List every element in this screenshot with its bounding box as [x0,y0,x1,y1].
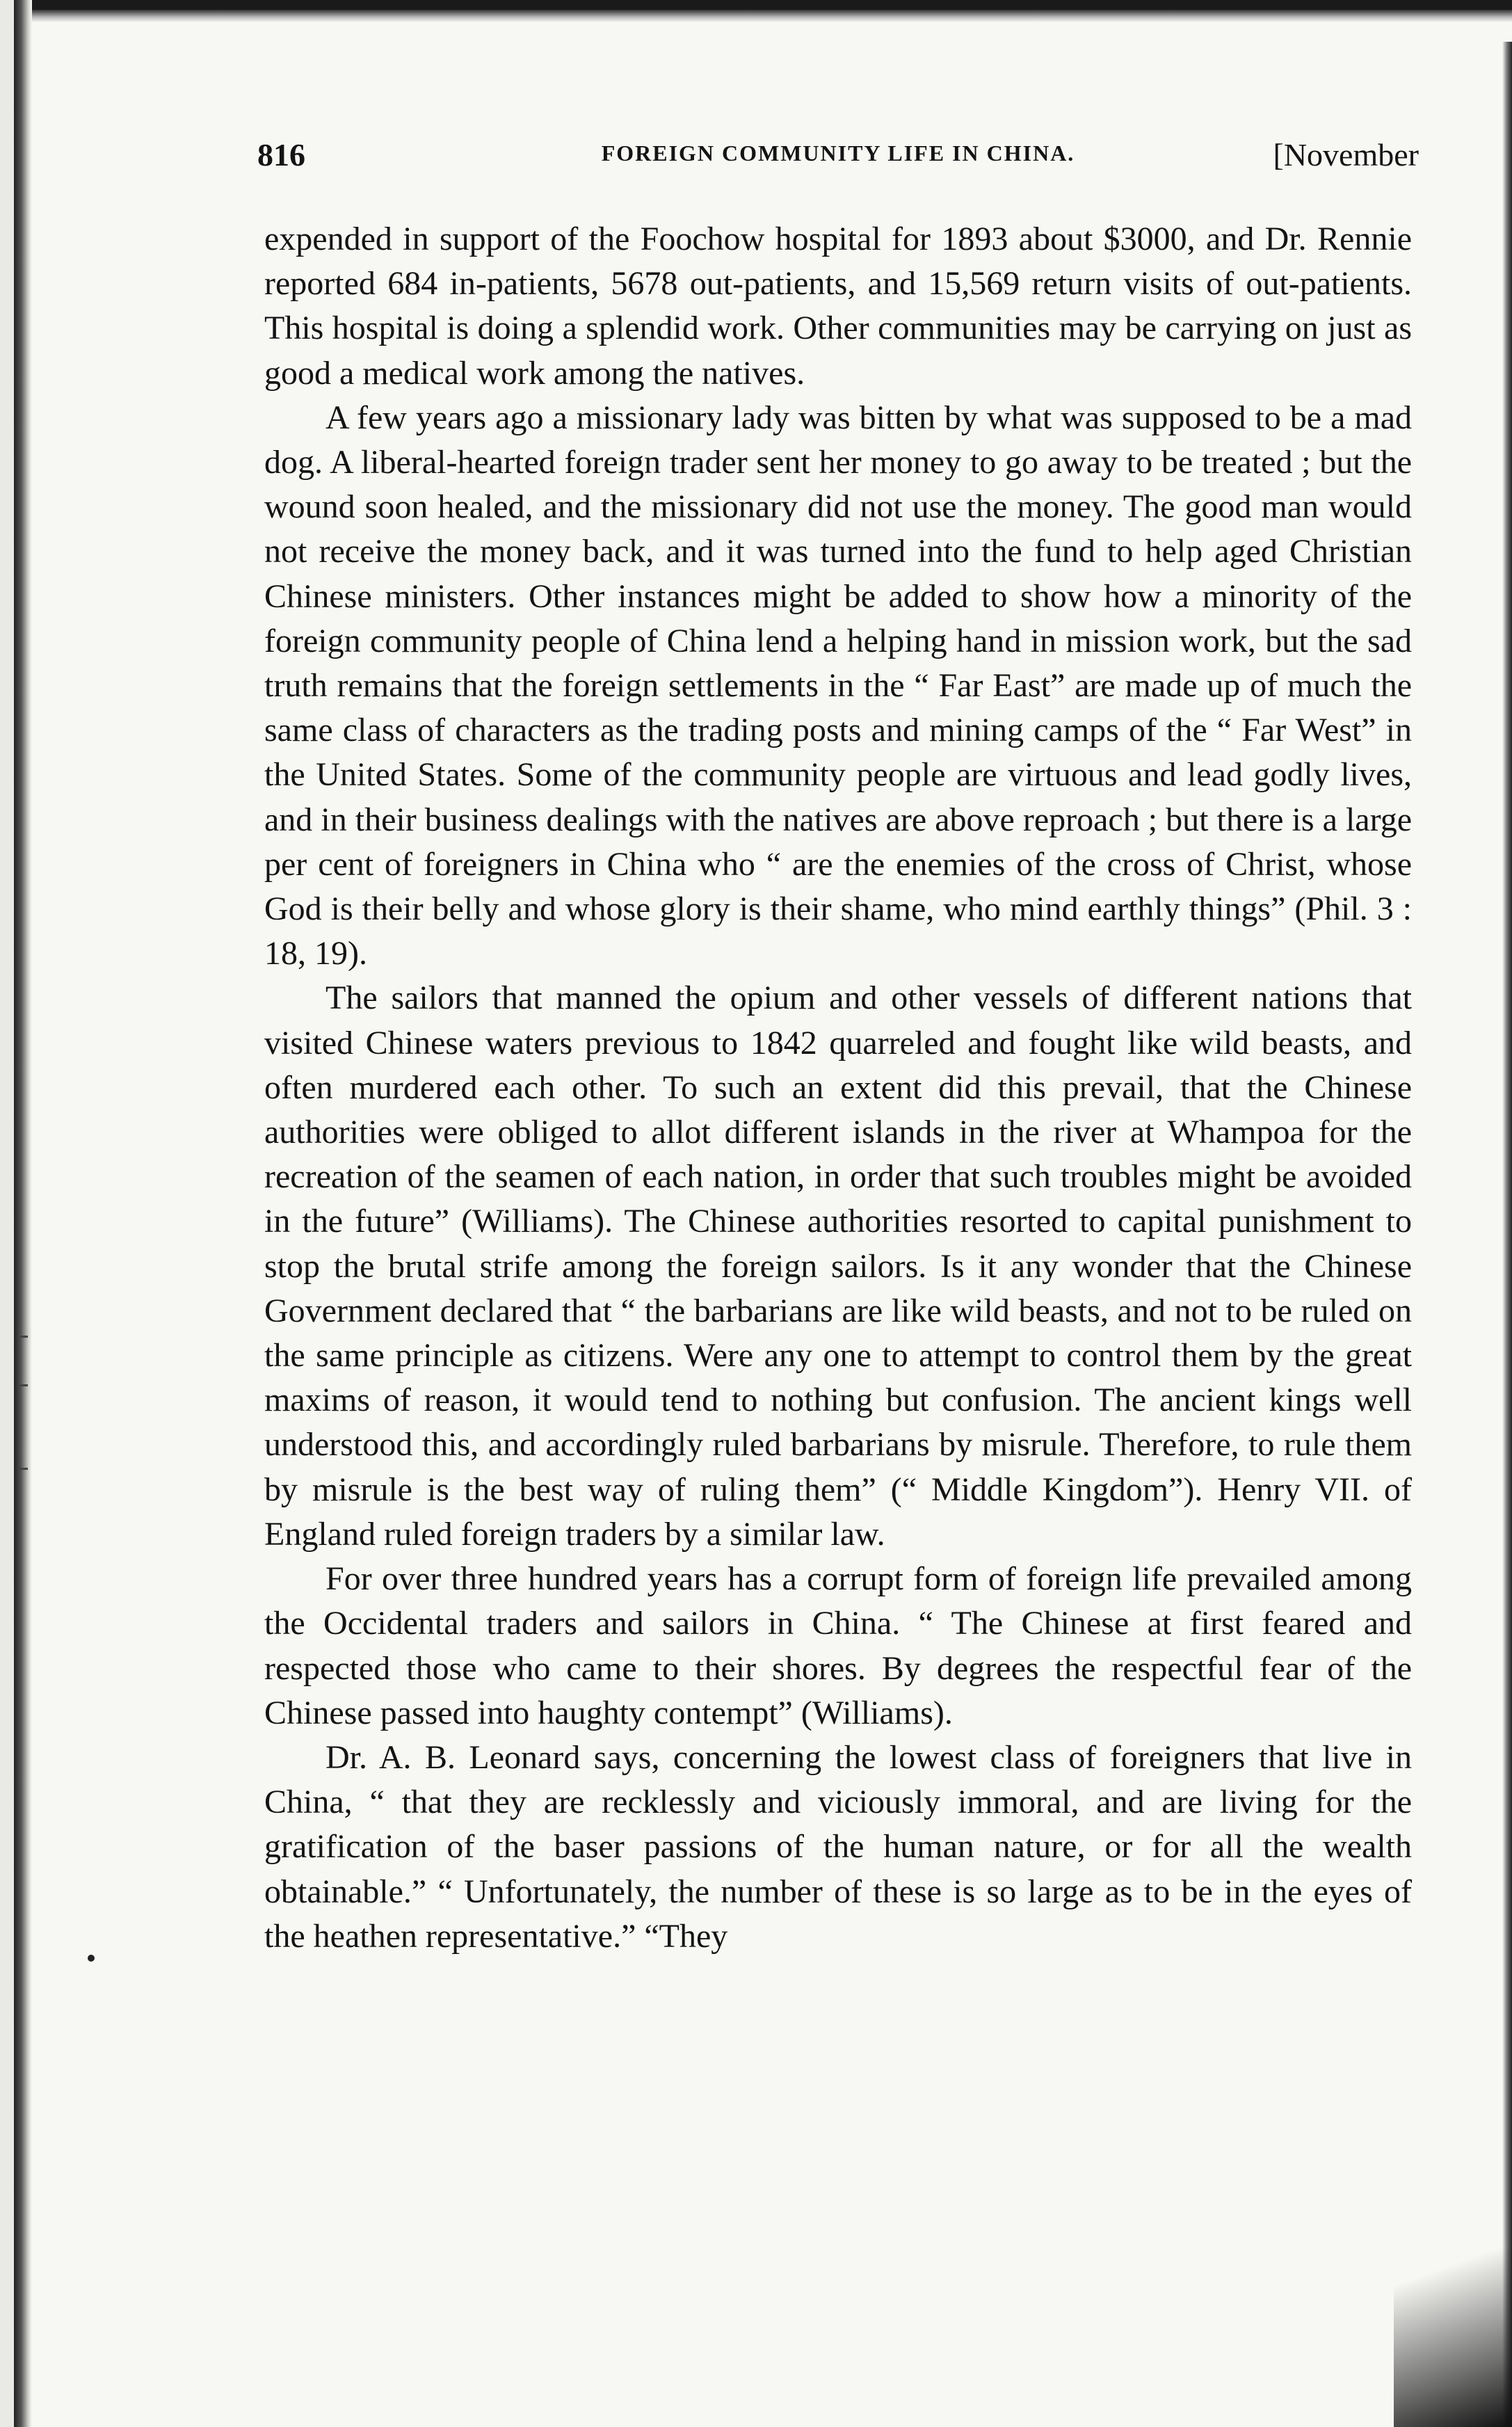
running-title: FOREIGN COMMUNITY LIFE IN CHINA. [601,141,1075,166]
left-binding-edge [14,0,32,2427]
page-number: 816 [257,137,305,173]
paragraph-leonard: Dr. A. B. Leonard says, concerning the lowest class of foreigners that live in China, “ that they are recklessly and viciously immoral, and are living for the gratification of the baser passions of the human nature, or for all the wealth obtainable.” “ Unfortunately, the number of these is so large as to be in the eyes of the heathen representative.” “They [264,1738,1412,1955]
paragraph-continuation: expended in support of the Foochow hospital for 1893 about $3000, and Dr. Rennie reported 684 in-patients, 5678 out-patients, and 15,569 return visits of out-patients. This hospital is doing a splendid work. Other communities may be carrying on just as good a medical work among the natives. [264,221,1412,392]
margin-mark [18,1384,28,1386]
paragraph-mad-dog: A few years ago a missionary lady was bitten by what was supposed to be a mad dog. A liberal-hearted foreign trader sent her money to go away to be treated ; but the wound soon healed, and the missionary did not use the money. The good man would not receive the money back, and it was turned into the fund to help aged Christian Chinese ministers. Other instances might be added to show how a minority of the foreign community people of China lend a helping hand in mission work, but the sad truth remains that the foreign settlements in the “ Far East” are made up of much the same class of characters as the trading posts and mining camps of the “ Far West” in the United States. Some of the community people are virtuous and lead godly lives, and in their business dealings with the natives are above reproach ; but there is a large per cent of foreigners in China who “ are the enemies of the cross of Christ, whose God is their belly and whose glory is their shame, who mind earthly things” (Phil. 3 : 18, 19). [264,399,1412,972]
margin-mark [18,1336,28,1338]
paragraph-three-hundred-years: For over three hundred years has a corrupt form of foreign life prevailed among the Occidental traders and sailors in China. “ The Chinese at first feared and respected those who came to their shores. By degrees the respectful fear of the Chinese passed into haughty contempt” (Williams). [264,1560,1412,1731]
scan-speck [88,1955,95,1962]
page-corner-shadow [1394,2135,1512,2427]
right-page-edge [1502,42,1512,2427]
running-header [257,136,1419,185]
header-month: [November [1273,137,1419,173]
top-edge-gradient [14,10,1512,22]
margin-mark [18,1468,28,1470]
top-edge-shadow [14,0,1512,10]
body-text [264,217,1412,1959]
paragraph-sailors: The sailors that manned the opium and other vessels of different nations that visited Chinese waters previous to 1842 quarreled and fought like wild beasts, and often murdered each other. To such an extent did this prevail, that the Chinese authorities were obliged to allot different islands in the river at Whampoa for the recreation of the seamen of each nation, in order that such troubles might be avoided in the future” (Williams). The Chinese authorities resorted to capital punishment to stop the brutal strife among the foreign sailors. Is it any wonder that the Chinese Government declared that “ the barbarians are like wild beasts, and not to be ruled on the same principle as citizens. Were any one to attempt to control them by the great maxims of reason, it would tend to nothing but confusion. The ancient kings well understood this, and accordingly ruled barbarians by misrule. Therefore, to rule them by misrule is the best way of ruling them” (“ Middle Kingdom”). Henry VII. of England ruled foreign traders by a similar law. [264,979,1412,1553]
scanned-page [14,0,1512,2427]
